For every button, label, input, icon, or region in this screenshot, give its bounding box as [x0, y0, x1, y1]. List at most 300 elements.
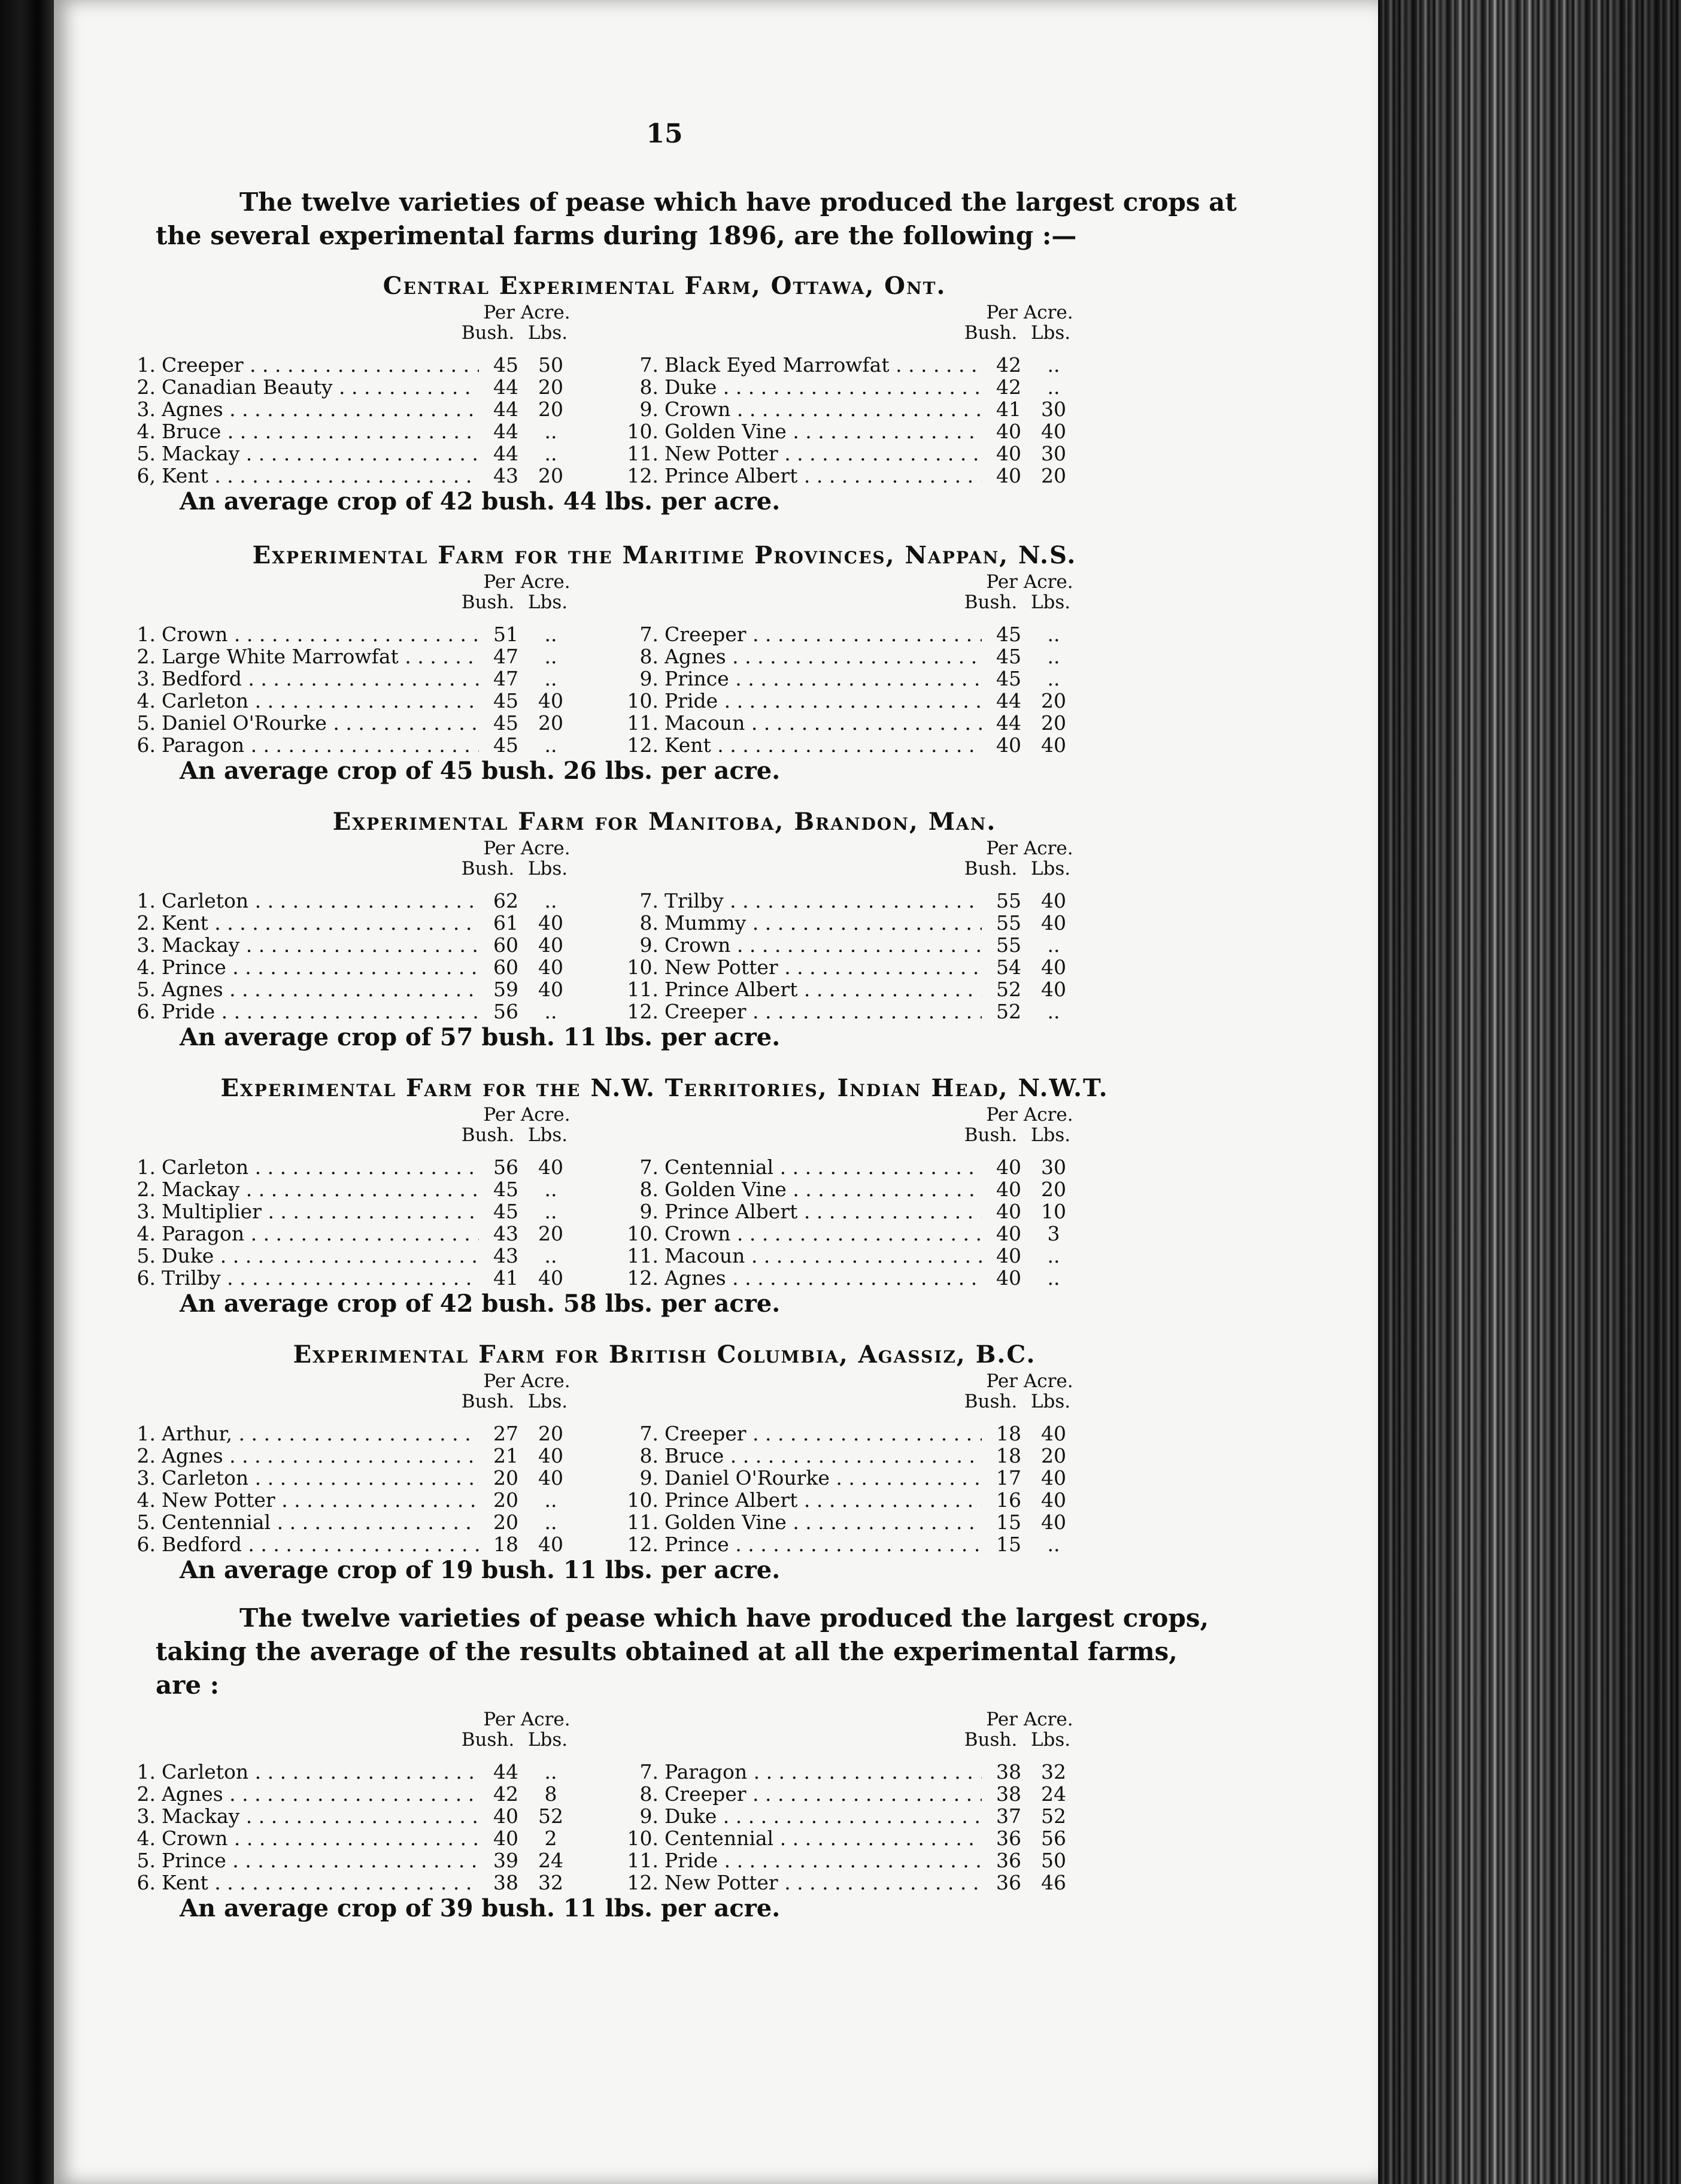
- row-number: 11.: [627, 442, 659, 465]
- header-bush: Bush.: [461, 322, 515, 344]
- row-number: 9.: [639, 1466, 659, 1490]
- row-number: 5.: [136, 1244, 156, 1267]
- variety-name: Bedford . . .: [162, 1533, 479, 1556]
- row-number: 5.: [136, 442, 156, 465]
- section-title: Experimental Farm for British Columbia, Agassiz, B.C.: [293, 1340, 1036, 1369]
- variety-name: Kent . . .: [162, 465, 479, 487]
- header-per-acre: Per Acre.: [483, 1104, 571, 1126]
- pounds-value: ..: [544, 645, 557, 668]
- pounds-value: 20: [538, 1222, 563, 1245]
- header-per-acre: Per Acre.: [986, 838, 1073, 859]
- row-number: 11.: [627, 711, 659, 735]
- header-lbs: Lbs.: [527, 322, 568, 344]
- section-title: Experimental Farm for the N.W. Territories, Indian Head, N.W.T.: [220, 1074, 1109, 1102]
- variety-name: Macoun . . .: [664, 712, 982, 735]
- row-number: 1.: [136, 1422, 156, 1445]
- table-row: [136, 733, 587, 757]
- variety-name: Centennial . . .: [664, 1827, 982, 1850]
- header-bush: Bush.: [461, 1729, 515, 1751]
- table-row: [627, 1827, 1090, 1850]
- row-number: 3.: [136, 1200, 156, 1223]
- header-lbs: Lbs.: [527, 592, 568, 613]
- row-number: 3.: [136, 398, 156, 421]
- row-number: 7.: [639, 1155, 659, 1179]
- pounds-value: ..: [544, 1244, 557, 1267]
- variety-name: Prince Albert . . .: [664, 1200, 982, 1223]
- header-lbs: Lbs.: [1030, 1729, 1071, 1751]
- variety-name: Pride . . .: [664, 690, 982, 712]
- pounds-value: 40: [1041, 911, 1066, 935]
- table-row: [136, 1533, 587, 1556]
- variety-name: Prince . . .: [162, 1849, 479, 1872]
- variety-name: Daniel O'Rourke . . .: [162, 712, 479, 735]
- summary-paragraph: [156, 1601, 1209, 1702]
- table-row: [136, 1200, 587, 1223]
- summary-line-1: The twelve varieties of pease which have produced the largest crops,: [239, 1603, 1209, 1633]
- variety-name: Crown . . .: [664, 1223, 982, 1245]
- row-number: 10.: [627, 689, 659, 712]
- row-number: 4.: [136, 1827, 156, 1850]
- header-bush: Bush.: [461, 1124, 515, 1146]
- pounds-value: 20: [1041, 464, 1066, 487]
- row-number: 12.: [627, 733, 659, 757]
- page-edges: [1378, 0, 1681, 2184]
- table-row: [136, 911, 587, 935]
- row-number: 11.: [627, 1510, 659, 1534]
- pounds-value: ..: [544, 889, 557, 912]
- pounds-value: 40: [1041, 733, 1066, 757]
- average-crop: An average crop of 42 bush. 44 lbs. per acre.: [180, 487, 781, 515]
- table-row: [136, 375, 587, 399]
- variety-name: Crown . . .: [664, 398, 982, 421]
- row-number: 6.: [136, 1000, 156, 1023]
- pounds-value: ..: [1047, 375, 1060, 399]
- table-row: [639, 1804, 1090, 1828]
- row-number: 8.: [639, 645, 659, 668]
- bushels-value: 40: [493, 1827, 518, 1850]
- row-number: 2.: [136, 1178, 156, 1201]
- book-gutter: [0, 0, 54, 2184]
- variety-name: Pride . . .: [664, 1849, 982, 1872]
- bushels-value: 36: [996, 1871, 1021, 1894]
- variety-name: Prince Albert . . .: [664, 465, 982, 487]
- bushels-value: 36: [996, 1849, 1021, 1872]
- pounds-value: 30: [1041, 398, 1066, 421]
- variety-name: Agnes . . .: [162, 978, 479, 1001]
- row-number: 12.: [627, 1533, 659, 1556]
- variety-name: Bruce . . .: [664, 1445, 982, 1467]
- table-row: [136, 1244, 587, 1267]
- pounds-value: 40: [538, 1266, 563, 1290]
- bushels-value: 42: [996, 375, 1021, 399]
- bushels-value: 18: [996, 1444, 1021, 1467]
- table-row: [627, 420, 1090, 443]
- variety-name: Multiplier . . .: [162, 1200, 479, 1223]
- table-row: [136, 1266, 587, 1290]
- row-number: 5.: [136, 711, 156, 735]
- header-per-acre: Per Acre.: [483, 302, 571, 323]
- table-row: [136, 1444, 587, 1467]
- row-number: 12.: [627, 1871, 659, 1894]
- variety-name: Canadian Beauty . . .: [162, 376, 479, 399]
- bushels-value: 51: [493, 623, 518, 646]
- header-bush: Bush.: [461, 592, 515, 613]
- bushels-value: 55: [996, 933, 1021, 957]
- variety-name: Paragon . . .: [162, 734, 479, 757]
- row-number: 6,: [136, 464, 156, 487]
- row-number: 6.: [136, 1871, 156, 1894]
- row-number: 5.: [136, 1510, 156, 1534]
- variety-name: Kent . . .: [162, 1871, 479, 1894]
- bushels-value: 20: [493, 1510, 518, 1534]
- pounds-value: 56: [1041, 1827, 1066, 1850]
- variety-name: New Potter . . .: [162, 1489, 479, 1512]
- table-row: [136, 1871, 587, 1894]
- bushels-value: 45: [493, 689, 518, 712]
- variety-name: Bruce . . .: [162, 420, 479, 443]
- pounds-value: 20: [1041, 1444, 1066, 1467]
- average-crop: An average crop of 19 bush. 11 lbs. per acre.: [180, 1556, 781, 1584]
- row-number: 2.: [136, 1782, 156, 1806]
- row-number: 8.: [639, 911, 659, 935]
- bushels-value: 44: [996, 711, 1021, 735]
- bushels-value: 17: [996, 1466, 1021, 1490]
- variety-name: Carleton . . .: [162, 890, 479, 912]
- table-row: [639, 1155, 1090, 1179]
- table-row: [136, 933, 587, 957]
- bushels-value: 44: [493, 442, 518, 465]
- bushels-value: 56: [493, 1155, 518, 1179]
- bushels-value: 45: [493, 711, 518, 735]
- row-number: 9.: [639, 1804, 659, 1828]
- bushels-value: 40: [493, 1804, 518, 1828]
- pounds-value: ..: [1047, 933, 1060, 957]
- variety-name: Carleton . . .: [162, 690, 479, 712]
- bushels-value: 52: [996, 1000, 1021, 1023]
- variety-name: Arthur, . . .: [162, 1422, 479, 1445]
- row-number: 2.: [136, 375, 156, 399]
- bushels-value: 36: [996, 1827, 1021, 1850]
- table-row: [136, 398, 587, 421]
- row-number: 7.: [639, 1422, 659, 1445]
- variety-name: Creeper . . .: [664, 1783, 982, 1806]
- bushels-value: 18: [996, 1422, 1021, 1445]
- header-per-acre: Per Acre.: [483, 838, 571, 859]
- variety-name: Prince . . .: [664, 668, 982, 690]
- row-number: 12.: [627, 1266, 659, 1290]
- pounds-value: ..: [544, 1178, 557, 1201]
- variety-name: Paragon . . .: [162, 1223, 479, 1245]
- row-number: 6.: [136, 1266, 156, 1290]
- bushels-value: 41: [996, 398, 1021, 421]
- row-number: 3.: [136, 933, 156, 957]
- row-number: 4.: [136, 956, 156, 979]
- pounds-value: 40: [538, 933, 563, 957]
- pounds-value: 40: [1041, 1510, 1066, 1534]
- row-number: 11.: [627, 1244, 659, 1267]
- table-row: [627, 978, 1090, 1001]
- bushels-value: 45: [996, 667, 1021, 690]
- header-bush: Bush.: [461, 858, 515, 879]
- variety-name: Centennial . . .: [162, 1511, 479, 1534]
- row-number: 11.: [627, 1849, 659, 1872]
- variety-name: Prince . . .: [162, 956, 479, 979]
- average-crop: An average crop of 42 bush. 58 lbs. per acre.: [180, 1290, 781, 1318]
- pounds-value: 10: [1041, 1200, 1066, 1223]
- variety-name: Creeper . . .: [664, 1000, 982, 1023]
- table-row: [136, 889, 587, 912]
- bushels-value: 44: [493, 398, 518, 421]
- bushels-value: 60: [493, 933, 518, 957]
- row-number: 12.: [627, 464, 659, 487]
- bushels-value: 55: [996, 889, 1021, 912]
- pounds-value: ..: [544, 1510, 557, 1534]
- table-row: [627, 464, 1090, 487]
- table-row: [627, 733, 1090, 757]
- variety-name: Prince Albert . . .: [664, 1489, 982, 1512]
- table-row: [639, 1760, 1090, 1783]
- bushels-value: 43: [493, 1222, 518, 1245]
- bushels-value: 45: [493, 1200, 518, 1223]
- row-number: 12.: [627, 1000, 659, 1023]
- variety-name: Kent . . .: [162, 912, 479, 935]
- row-number: 1.: [136, 1760, 156, 1783]
- pounds-value: 46: [1041, 1871, 1066, 1894]
- row-number: 10.: [627, 1827, 659, 1850]
- pounds-value: 52: [1041, 1804, 1066, 1828]
- variety-name: Carleton . . .: [162, 1156, 479, 1179]
- pounds-value: 32: [538, 1871, 563, 1894]
- header-bush: Bush.: [461, 1391, 515, 1412]
- variety-name: Paragon . . .: [664, 1761, 982, 1783]
- variety-name: Duke . . .: [664, 1805, 982, 1828]
- variety-name: Crown . . .: [664, 934, 982, 957]
- pounds-value: 40: [538, 1533, 563, 1556]
- variety-name: Prince Albert . . .: [664, 978, 982, 1001]
- header-per-acre: Per Acre.: [986, 1104, 1073, 1126]
- header-lbs: Lbs.: [527, 1124, 568, 1146]
- table-row: [639, 623, 1090, 646]
- summary-line-3: are :: [156, 1670, 220, 1700]
- row-number: 5.: [136, 978, 156, 1001]
- intro-paragraph: [156, 186, 1237, 253]
- section-title: Central Experimental Farm, Ottawa, Ont.: [383, 272, 946, 300]
- table-row: [627, 1266, 1090, 1290]
- header-lbs: Lbs.: [527, 858, 568, 879]
- table-row: [627, 1510, 1090, 1534]
- row-number: 6.: [136, 733, 156, 757]
- page-content: [136, 0, 1237, 2184]
- pounds-value: 50: [538, 353, 563, 377]
- average-crop: An average crop of 45 bush. 26 lbs. per acre.: [180, 757, 781, 785]
- table-row: [136, 645, 587, 668]
- bushels-value: 18: [493, 1533, 518, 1556]
- header-per-acre: Per Acre.: [986, 571, 1073, 593]
- row-number: 2.: [136, 645, 156, 668]
- bushels-value: 43: [493, 1244, 518, 1267]
- bushels-value: 44: [996, 689, 1021, 712]
- table-row: [136, 623, 587, 646]
- row-number: 7.: [639, 889, 659, 912]
- header-bush: Bush.: [964, 1729, 1018, 1751]
- pounds-value: 40: [1041, 956, 1066, 979]
- variety-name: Trilby . . .: [162, 1267, 479, 1290]
- page-number: 15: [646, 119, 683, 149]
- variety-name: Large White Marrowfat . . .: [162, 645, 479, 668]
- header-per-acre: Per Acre.: [986, 1370, 1073, 1392]
- table-row: [639, 353, 1090, 377]
- bushels-value: 21: [493, 1444, 518, 1467]
- table-row: [639, 1782, 1090, 1806]
- variety-name: Carleton . . .: [162, 1761, 479, 1783]
- table-row: [136, 1155, 587, 1179]
- bushels-value: 40: [996, 1178, 1021, 1201]
- table-row: [627, 1222, 1090, 1245]
- pounds-value: 20: [538, 1422, 563, 1445]
- pounds-value: ..: [1047, 353, 1060, 377]
- bushels-value: 15: [996, 1533, 1021, 1556]
- row-number: 1.: [136, 889, 156, 912]
- bushels-value: 15: [996, 1510, 1021, 1534]
- summary-line-2: taking the average of the results obtained at all the experimental farms,: [156, 1637, 1178, 1666]
- row-number: 7.: [639, 353, 659, 377]
- row-number: 7.: [639, 1760, 659, 1783]
- intro-line-2: the several experimental farms during 1896, are the following :—: [156, 221, 1077, 250]
- table-row: [136, 711, 587, 735]
- table-row: [639, 667, 1090, 690]
- bushels-value: 44: [493, 1760, 518, 1783]
- variety-name: Mackay . . .: [162, 1805, 479, 1828]
- header-per-acre: Per Acre.: [986, 1709, 1073, 1730]
- row-number: 1.: [136, 1155, 156, 1179]
- pounds-value: ..: [1047, 1000, 1060, 1023]
- table-row: [136, 353, 587, 377]
- variety-name: Carleton . . .: [162, 1467, 479, 1490]
- variety-name: Macoun . . .: [664, 1245, 982, 1267]
- table-row: [639, 933, 1090, 957]
- table-row: [639, 398, 1090, 421]
- bushels-value: 62: [493, 889, 518, 912]
- variety-name: Mackay . . .: [162, 934, 479, 957]
- bushels-value: 40: [996, 733, 1021, 757]
- pounds-value: 30: [1041, 1155, 1066, 1179]
- pounds-value: 20: [1041, 689, 1066, 712]
- row-number: 3.: [136, 1466, 156, 1490]
- bushels-value: 37: [996, 1804, 1021, 1828]
- section-title: Experimental Farm for Manitoba, Brandon, Man.: [332, 808, 997, 836]
- bushels-value: 20: [493, 1488, 518, 1512]
- table-row: [627, 1488, 1090, 1512]
- variety-name: Agnes . . .: [664, 645, 982, 668]
- table-row: [627, 711, 1090, 735]
- table-row: [639, 1444, 1090, 1467]
- variety-name: Bedford . . .: [162, 668, 479, 690]
- row-number: 9.: [639, 667, 659, 690]
- header-bush: Bush.: [964, 858, 1018, 879]
- variety-name: Mackay . . .: [162, 442, 479, 465]
- pounds-value: 20: [1041, 1178, 1066, 1201]
- header-bush: Bush.: [964, 322, 1018, 344]
- variety-name: Crown . . .: [162, 623, 479, 646]
- table-row: [136, 464, 587, 487]
- bushels-value: 54: [996, 956, 1021, 979]
- bushels-value: 45: [493, 1178, 518, 1201]
- header-bush: Bush.: [964, 592, 1018, 613]
- pounds-value: ..: [1047, 667, 1060, 690]
- header-lbs: Lbs.: [527, 1729, 568, 1751]
- header-per-acre: Per Acre.: [483, 571, 571, 593]
- pounds-value: 50: [1041, 1849, 1066, 1872]
- pounds-value: 40: [1041, 1466, 1066, 1490]
- row-number: 4.: [136, 1488, 156, 1512]
- header-per-acre: Per Acre.: [483, 1370, 571, 1392]
- header-per-acre: Per Acre.: [483, 1709, 571, 1730]
- bushels-value: 40: [996, 1222, 1021, 1245]
- variety-name: Duke . . .: [664, 376, 982, 399]
- table-row: [136, 956, 587, 979]
- table-row: [627, 1000, 1090, 1023]
- table-row: [639, 889, 1090, 912]
- pounds-value: 40: [538, 1444, 563, 1467]
- bushels-value: 61: [493, 911, 518, 935]
- table-row: [136, 1466, 587, 1490]
- bushels-value: 40: [996, 1244, 1021, 1267]
- bushels-value: 45: [493, 353, 518, 377]
- bushels-value: 59: [493, 978, 518, 1001]
- pounds-value: 40: [1041, 889, 1066, 912]
- average-crop: An average crop of 39 bush. 11 lbs. per acre.: [180, 1894, 781, 1922]
- variety-name: Golden Vine . . .: [664, 420, 982, 443]
- bushels-value: 44: [493, 420, 518, 443]
- pounds-value: 52: [538, 1804, 563, 1828]
- table-row: [136, 1804, 587, 1828]
- table-row: [639, 911, 1090, 935]
- row-number: 8.: [639, 1178, 659, 1201]
- row-number: 6.: [136, 1533, 156, 1556]
- variety-name: Crown . . .: [162, 1827, 479, 1850]
- pounds-value: ..: [544, 667, 557, 690]
- variety-name: Pride . . .: [162, 1000, 479, 1023]
- row-number: 10.: [627, 1488, 659, 1512]
- bushels-value: 40: [996, 1200, 1021, 1223]
- header-bush: Bush.: [964, 1391, 1018, 1412]
- pounds-value: 32: [1041, 1760, 1066, 1783]
- variety-name: New Potter . . .: [664, 956, 982, 979]
- variety-name: Creeper . . .: [664, 1422, 982, 1445]
- variety-name: New Potter . . .: [664, 442, 982, 465]
- variety-name: Agnes . . .: [162, 1445, 479, 1467]
- bushels-value: 45: [996, 623, 1021, 646]
- bushels-value: 52: [996, 978, 1021, 1001]
- row-number: 10.: [627, 420, 659, 443]
- pounds-value: 40: [1041, 1422, 1066, 1445]
- header-lbs: Lbs.: [1030, 592, 1071, 613]
- pounds-value: 20: [1041, 711, 1066, 735]
- bushels-value: 40: [996, 1155, 1021, 1179]
- bushels-value: 38: [996, 1760, 1021, 1783]
- table-row: [136, 1000, 587, 1023]
- table-row: [627, 1244, 1090, 1267]
- pounds-value: ..: [544, 733, 557, 757]
- variety-name: Golden Vine . . .: [664, 1178, 982, 1201]
- bushels-value: 45: [996, 645, 1021, 668]
- row-number: 4.: [136, 1222, 156, 1245]
- table-row: [627, 1871, 1090, 1894]
- table-row: [136, 442, 587, 465]
- table-row: [136, 978, 587, 1001]
- table-row: [136, 420, 587, 443]
- row-number: 1.: [136, 353, 156, 377]
